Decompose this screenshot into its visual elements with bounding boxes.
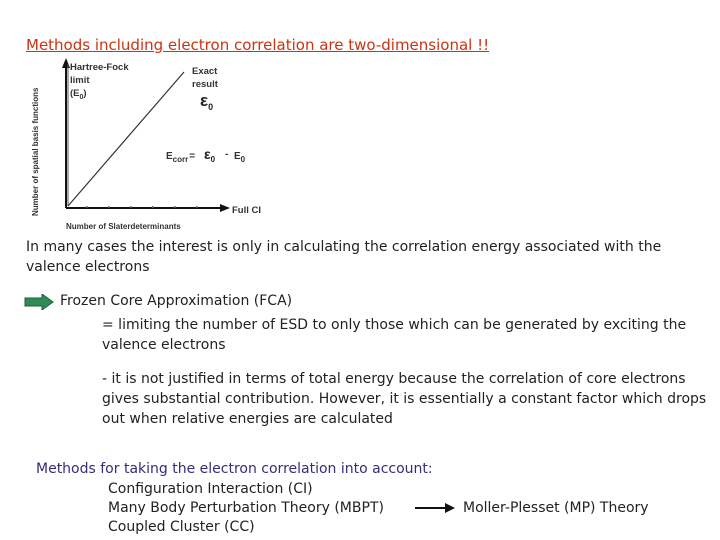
fca-note: - it is not justified in terms of total energy because the correlation of core electrons gives substantial contribution. However, it is essentially a constant factor which drops out when relative energies are calculated xyxy=(102,371,707,427)
ecorr-epsilon-sub: 0 xyxy=(210,155,216,164)
diagram-svg xyxy=(26,58,276,230)
e0-symbol: E xyxy=(234,151,241,162)
method-diagram xyxy=(26,58,276,234)
exact-epsilon-symbol: ε xyxy=(200,91,209,110)
svg-text:Exact xyxy=(192,66,218,77)
hf-label-paren: (E xyxy=(70,88,80,99)
ecorr-symbol: E xyxy=(166,151,173,162)
exact-epsilon-sub: 0 xyxy=(208,102,214,112)
hf-label-line1: Hartree-Fock xyxy=(70,62,129,73)
svg-text:Full CI xyxy=(232,205,261,216)
intro-paragraph: In many cases the interest is only in calculating the correlation energy associated with the valence electrons xyxy=(26,239,662,275)
methods-heading: Methods for taking the electron correlation into account: xyxy=(36,461,433,477)
hf-label-close: ) xyxy=(83,88,87,99)
x-axis-label: Number of Slaterdeterminants xyxy=(66,222,181,230)
slide-title: Methods including electron correlation are two-dimensional !! xyxy=(26,36,490,54)
fca-title: Frozen Core Approximation (FCA) xyxy=(60,293,293,309)
y-axis-label: Number of spatial basis functions xyxy=(31,87,40,216)
svg-text:ε0 xyxy=(204,146,216,164)
exact-label-line2: result xyxy=(192,79,218,90)
svg-text:limit xyxy=(70,75,90,86)
exact-label-line1: Exact xyxy=(192,66,218,77)
method-item-mbpt: Many Body Perturbation Theory (MBPT) xyxy=(108,500,384,516)
svg-text:Hartree-Fock xyxy=(70,62,129,73)
e0-sub: 0 xyxy=(240,155,246,164)
ecorr-equals: = xyxy=(189,151,196,162)
hf-label-line2: limit xyxy=(70,75,90,86)
svg-text:Number of Slaterdeterminants xyxy=(66,222,181,230)
ecorr-epsilon-symbol: ε xyxy=(204,146,211,162)
svg-text:result xyxy=(192,79,219,90)
mp-theory-label: Moller-Plesset (MP) Theory xyxy=(463,500,649,516)
svg-text:ε0 xyxy=(200,91,213,112)
method-item-cc: Coupled Cluster (CC) xyxy=(108,519,255,535)
method-item-ci: Configuration Interaction (CI) xyxy=(108,481,313,497)
svg-text:(E0) xyxy=(70,88,87,101)
svg-text:- xyxy=(225,149,228,160)
long-right-arrow-icon xyxy=(414,502,456,514)
fca-definition: = limiting the number of ESD to only those which can be generated by exciting the valence electrons xyxy=(102,317,687,353)
ecorr-sub: corr xyxy=(172,155,189,164)
y-axis-arrowhead xyxy=(62,58,70,68)
hf-label-sub: 0 xyxy=(79,94,84,101)
right-arrow-icon xyxy=(24,294,54,310)
svg-text:Ecorr= xyxy=(166,151,195,164)
full-ci-label: Full CI xyxy=(232,205,262,216)
x-axis-arrowhead xyxy=(220,204,230,212)
ecorr-minus: - xyxy=(225,149,229,160)
svg-text:E0 xyxy=(234,151,246,164)
